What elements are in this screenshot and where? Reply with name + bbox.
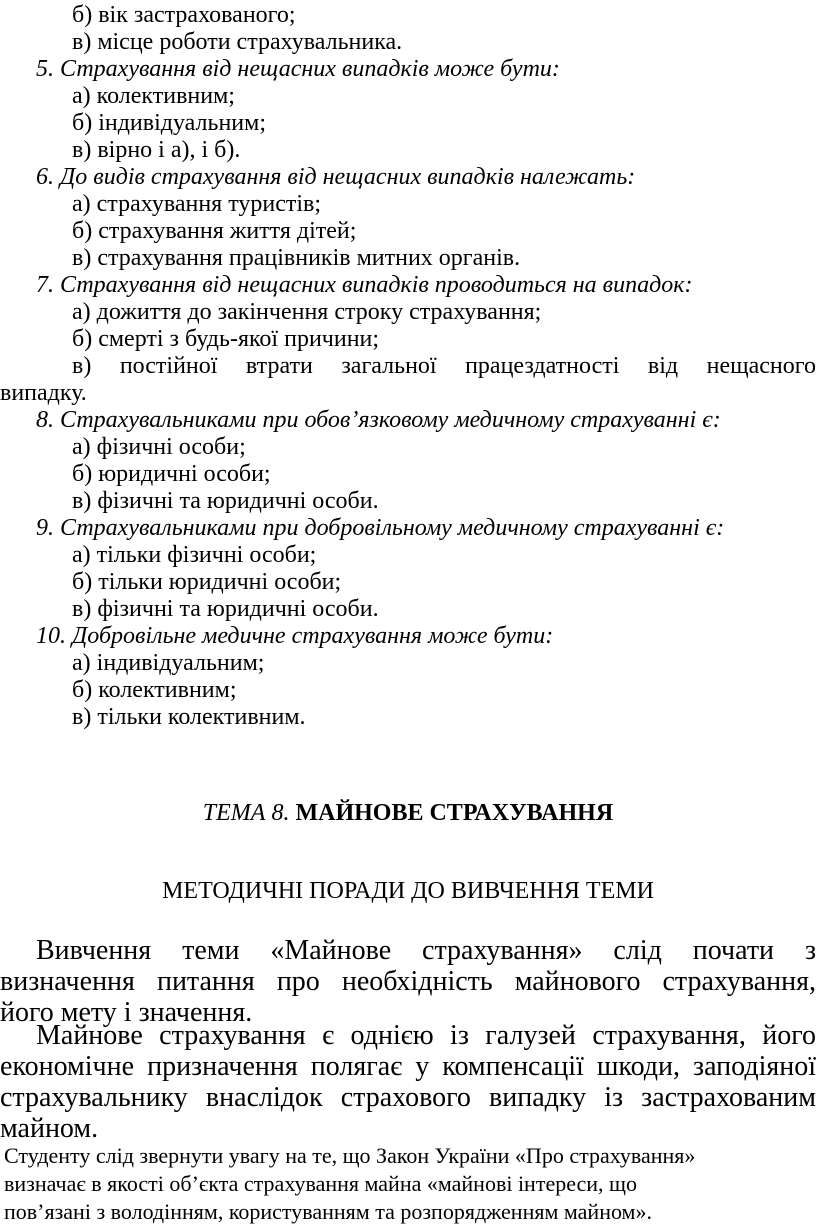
- answer-option-continuation: випадку.: [0, 380, 87, 406]
- question-title: 5. Страхування від нещасних випадків може бути:: [36, 56, 560, 82]
- answer-option: в) постійної втрати загальної працездатності від нещасного: [72, 353, 816, 379]
- section-heading: [0, 800, 816, 826]
- paragraph-line: Вивчення теми «Майнове страхування» слід почати з: [36, 935, 816, 966]
- question-title: 10. Добровільне медичне страхування може бути:: [36, 623, 554, 649]
- answer-option: а) колективним;: [72, 83, 235, 109]
- answer-option: в) фізичні та юридичні особи.: [72, 488, 379, 514]
- answer-option: б) індивідуальним;: [72, 110, 266, 136]
- answer-option: а) дожиття до закінчення строку страхування;: [72, 299, 542, 325]
- theme-number: ТЕМА 8.: [202, 800, 290, 826]
- paragraph-line: визначення питання про необхідність майнового страхування,: [0, 966, 816, 997]
- answer-option: в) вірно і а), і б).: [72, 137, 241, 163]
- answer-option: а) страхування туристів;: [72, 191, 322, 217]
- paragraph-line: визначає в якості об’єкта страхування майна «майнові інтереси, що: [4, 1171, 637, 1196]
- answer-option: б) страхування життя дітей;: [72, 218, 357, 244]
- question-title: 9. Страхувальниками при добровільному медичному страхуванні є:: [36, 515, 725, 541]
- paragraph-line: Студенту слід звернути увагу на те, що Закон України «Про страхування»: [4, 1143, 696, 1168]
- answer-option: в) тільки колективним.: [72, 704, 306, 730]
- answer-option: б) смерті з будь-якої причини;: [72, 326, 380, 352]
- paragraph-line: економічне призначення полягає у компенсації шкоди, заподіяної: [0, 1051, 816, 1082]
- answer-option: б) юридичні особи;: [72, 461, 271, 487]
- answer-option: б) вік застрахованого;: [72, 2, 296, 28]
- answer-option: а) індивідуальним;: [72, 650, 265, 676]
- theme-title: МАЙНОВЕ СТРАХУВАННЯ: [295, 800, 614, 826]
- paragraph-line: Майнове страхування є однією із галузей страхування, його: [36, 1020, 816, 1051]
- question-title: 8. Страхувальниками при обов’язковому медичному страхуванні є:: [36, 407, 721, 433]
- paragraph-line: страхувальнику внаслідок страхового випадку із застрахованим: [0, 1082, 816, 1113]
- answer-option: в) місце роботи страхувальника.: [72, 29, 403, 55]
- answer-option: а) тільки фізичні особи;: [72, 542, 317, 568]
- paragraph-line: його мету і значення.: [0, 997, 253, 1028]
- paragraph-line: пов’язані з володінням, користуванням та розпорядженням майном».: [4, 1199, 652, 1224]
- answer-option: б) тільки юридичні особи;: [72, 569, 342, 595]
- section-subtitle: МЕТОДИЧНІ ПОРАДИ ДО ВИВЧЕННЯ ТЕМИ: [162, 878, 654, 904]
- answer-option: а) фізичні особи;: [72, 434, 246, 460]
- question-title: 7. Страхування від нещасних випадків проводиться на випадок:: [36, 272, 693, 298]
- answer-option: в) страхування працівників митних органів.: [72, 245, 521, 271]
- paragraph-line: майном.: [0, 1113, 99, 1144]
- question-title: 6. До видів страхування від нещасних випадків належать:: [36, 164, 636, 190]
- answer-option: в) фізичні та юридичні особи.: [72, 596, 379, 622]
- answer-option: б) колективним;: [72, 677, 237, 703]
